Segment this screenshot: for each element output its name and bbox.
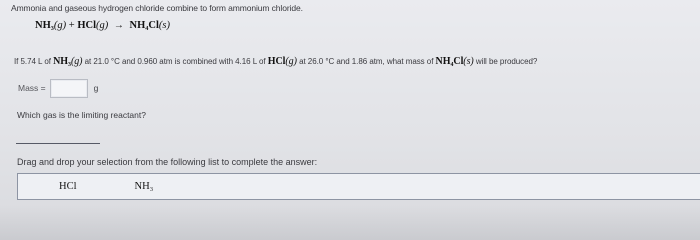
- mass-input[interactable]: [50, 79, 88, 98]
- problem-statement: [14, 56, 537, 67]
- problem-text-2: at 21.0 °C and 0.960 atm is combined with 4.16 L of: [82, 57, 268, 66]
- equation-reactant-hcl: HCl: [77, 20, 96, 31]
- problem-text-3: at 26.0 °C and 1.86 atm, what mass of: [296, 57, 436, 66]
- intro-text: Ammonia and gaseous hydrogen chloride combine to form ammonium chloride.: [11, 3, 303, 13]
- equation-plus: +: [68, 20, 75, 31]
- problem-text-4: will be produced?: [473, 57, 538, 66]
- problem-text-1: If 5.74 L of: [14, 57, 54, 66]
- equation-reactant-nh3: NH₃: [35, 20, 54, 31]
- chemical-equation: [35, 20, 170, 31]
- problem-nh3: NH₃(g): [53, 56, 83, 67]
- equation-state-nh4cl: (s): [158, 20, 170, 31]
- limiting-reactant-question: Which gas is the limiting reactant?: [17, 110, 146, 120]
- drag-instructions: Drag and drop your selection from the following list to complete the answer:: [17, 157, 318, 167]
- problem-hcl: HCl(g): [267, 56, 297, 67]
- equation-state-nh3: (g): [53, 20, 67, 31]
- reaction-arrow-icon: →: [113, 20, 124, 31]
- drag-option-nh3[interactable]: NH₃: [134, 181, 154, 192]
- drag-option-hcl[interactable]: HCl: [59, 181, 77, 192]
- equation-product-nh4cl: NH₄Cl: [129, 20, 159, 31]
- mass-unit: g: [93, 83, 99, 93]
- bottom-shade: [0, 205, 700, 240]
- mass-answer-row: [18, 76, 98, 100]
- mass-label: Mass =: [18, 83, 46, 93]
- equation-state-hcl: (g): [96, 20, 109, 31]
- drop-target-line[interactable]: [16, 143, 100, 144]
- problem-nh4cl: NH₄Cl(s): [435, 56, 474, 67]
- drag-options-list: [17, 173, 700, 200]
